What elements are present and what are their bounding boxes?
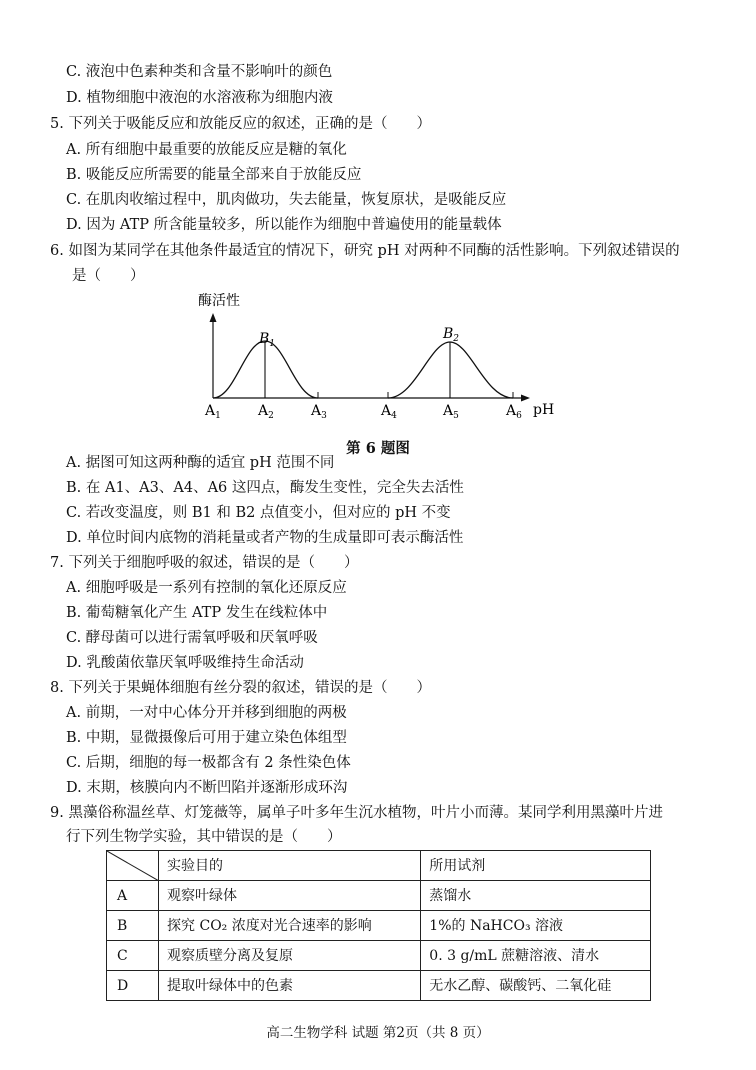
tick-label-a3: $A_3$ bbox=[311, 403, 327, 421]
q4-option-d: D. 植物细胞中液泡的水溶液称为细胞内液 bbox=[66, 90, 333, 106]
row-goal: 观察质壁分离及复原 bbox=[159, 941, 421, 971]
q5-option-b: B. 吸能反应所需要的能量全部来自于放能反应 bbox=[66, 167, 362, 183]
x-ticks bbox=[213, 392, 513, 398]
tick-label-a6: $A_6$ bbox=[506, 403, 522, 421]
q7-option-d: D. 乳酸菌依靠厌氧呼吸维持生命活动 bbox=[66, 655, 304, 671]
row-reagent: 蒸馏水 bbox=[421, 881, 651, 911]
table-row bbox=[107, 881, 651, 911]
row-goal: 提取叶绿体中的色素 bbox=[159, 971, 421, 1001]
tick-label-a5: $A_5$ bbox=[443, 403, 459, 421]
row-id: B bbox=[107, 911, 159, 941]
x-axis-label: pH bbox=[533, 402, 555, 418]
table-row bbox=[107, 971, 651, 1001]
question-9-stem-cont: 行下列生物学实验，其中错误的是（ ） bbox=[66, 829, 342, 845]
row-reagent: 1%的 NaHCO₃ 溶液 bbox=[421, 911, 651, 941]
header-goal: 实验目的 bbox=[159, 851, 421, 881]
tick-label-a4: $A_4$ bbox=[381, 403, 397, 421]
q7-option-a: A. 细胞呼吸是一系列有控制的氧化还原反应 bbox=[66, 580, 347, 596]
q8-option-b: B. 中期，显微摄像后可用于建立染色体组型 bbox=[66, 730, 347, 746]
row-goal: 观察叶绿体 bbox=[159, 881, 421, 911]
row-id: C bbox=[107, 941, 159, 971]
question-6-stem: 6. 如图为某同学在其他条件最适宜的情况下，研究 pH 对两种不同酶的活性影响。下列叙述错误的 bbox=[50, 243, 680, 259]
q5-option-d: D. 因为 ATP 所含能量较多，所以能作为细胞中普遍使用的能量载体 bbox=[66, 217, 502, 233]
header-reagent: 所用试剂 bbox=[421, 851, 651, 881]
q4-option-c: C. 液泡中色素种类和含量不影响叶的颜色 bbox=[66, 64, 333, 80]
question-8-stem: 8. 下列关于果蝇体细胞有丝分裂的叙述，错误的是（ ） bbox=[50, 680, 431, 696]
diagonal-corner-cell bbox=[107, 851, 159, 881]
row-id: A bbox=[107, 881, 159, 911]
row-goal: 探究 CO₂ 浓度对光合速率的影响 bbox=[159, 911, 421, 941]
tick-label-a1: $A_1$ bbox=[205, 403, 221, 421]
q7-option-b: B. 葡萄糖氧化产生 ATP 发生在线粒体中 bbox=[66, 605, 328, 621]
row-reagent: 0. 3 g/mL 蔗糖溶液、清水 bbox=[421, 941, 651, 971]
table-row bbox=[107, 941, 651, 971]
q6-option-d: D. 单位时间内底物的消耗量或者产物的生成量即可表示酶活性 bbox=[66, 530, 464, 546]
page-footer: 高二生物学科 试题 第2页（共 8 页） bbox=[266, 1025, 490, 1041]
q6-option-c: C. 若改变温度，则 B1 和 B2 点值变小，但对应的 pH 不变 bbox=[66, 505, 451, 521]
table-row bbox=[107, 911, 651, 941]
y-axis-label: 酶活性 bbox=[198, 293, 240, 309]
table-header-row bbox=[107, 851, 651, 881]
peak-1-label: $B_1$ bbox=[259, 331, 276, 349]
row-reagent: 无水乙醇、碳酸钙、二氧化硅 bbox=[421, 971, 651, 1001]
q8-option-d: D. 末期，核膜向内不断凹陷并逐渐形成环沟 bbox=[66, 780, 348, 796]
q8-option-a: A. 前期，一对中心体分开并移到细胞的两极 bbox=[66, 705, 347, 721]
x-axis-arrow bbox=[521, 395, 530, 402]
q8-option-c: C. 后期，细胞的每一极都含有 2 条性染色体 bbox=[66, 755, 351, 771]
question-7-stem: 7. 下列关于细胞呼吸的叙述，错误的是（ ） bbox=[50, 555, 359, 571]
enzyme-activity-figure bbox=[190, 288, 570, 428]
q6-option-a: A. 据图可知这两种酶的适宜 pH 范围不同 bbox=[66, 455, 335, 471]
tick-label-a2: $A_2$ bbox=[258, 403, 274, 421]
q7-option-c: C. 酵母菌可以进行需氧呼吸和厌氧呼吸 bbox=[66, 630, 318, 646]
question-5-stem: 5. 下列关于吸能反应和放能反应的叙述，正确的是（ ） bbox=[50, 116, 431, 132]
row-id: D bbox=[107, 971, 159, 1001]
experiment-table bbox=[106, 850, 651, 1001]
figure-caption: 第 6 题图 bbox=[346, 440, 410, 457]
question-9-stem: 9. 黑藻俗称温丝草、灯笼薇等，属单子叶多年生沉水植物，叶片小而薄。某同学利用黑藻叶片进 bbox=[50, 805, 663, 821]
q6-option-b: B. 在 A1、A3、A4、A6 这四点，酶发生变性，完全失去活性 bbox=[66, 480, 464, 496]
q5-option-c: C. 在肌肉收缩过程中，肌肉做功，失去能量，恢复原状，是吸能反应 bbox=[66, 192, 507, 208]
peak-2-label: $B_2$ bbox=[443, 326, 460, 344]
q5-option-a: A. 所有细胞中最重要的放能反应是糖的氧化 bbox=[66, 142, 347, 158]
question-6-stem-cont: 是（ ） bbox=[72, 268, 145, 284]
y-axis-arrow bbox=[210, 313, 217, 322]
